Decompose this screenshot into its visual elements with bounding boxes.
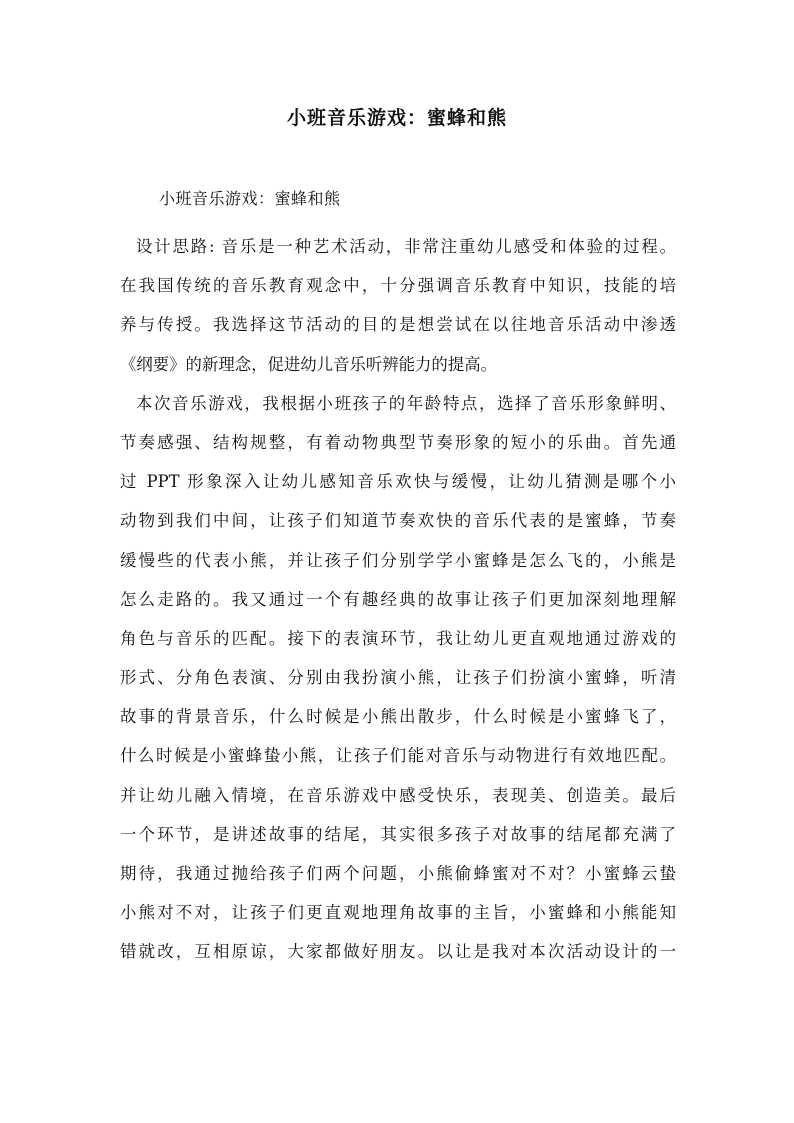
paragraph-1-line-2: 在我国传统的音乐教育观念中，十分强调音乐教育中知识，技能的培	[120, 276, 676, 296]
paragraph-2-line-9: 故事的背景音乐，什么时候是小熊出散步，什么时候是小蜜蜂飞了，	[120, 707, 676, 727]
paragraph-1-line-1: 设计思路: 音乐是一种艺术活动，非常注重幼儿感受和体验的过程。	[136, 237, 676, 256]
paragraph-2-line-13: 期待，我通过抛给孩子们两个问题，小熊偷蜂蜜对不对？小蜜蜂云蛰	[120, 864, 676, 883]
paragraph-2-line-3: 过 PPT 形象深入让幼儿感知音乐欢快与缓慢，让幼儿猜测是哪个小	[120, 472, 676, 492]
paragraph-2-line-14: 小熊对不对，让孩子们更直观地理角故事的主旨，小蜜蜂和小熊能知	[120, 903, 676, 923]
paragraph-2-line-11: 并让幼儿融入情境，在音乐游戏中感受快乐，表现美、创造美。最后	[120, 785, 676, 805]
paragraph-2-line-2: 节奏感强、结构规整，有着动物典型节奏形象的短小的乐曲。首先通	[120, 432, 676, 452]
paragraph-2-line-5: 缓慢些的代表小熊，并让孩子们分别学学小蜜蜂是怎么飞的，小熊是	[120, 550, 676, 570]
paragraph-1-line-3: 养与传授。我选择这节活动的目的是想尝试在以往地音乐活动中渗透	[120, 315, 676, 335]
paragraph-2-line-7: 角色与音乐的匹配。接下的表演环节，我让幼儿更直观地通过游戏的	[120, 628, 676, 648]
paragraph-2-line-4: 动物到我们中间，让孩子们知道节奏欢快的音乐代表的是蜜蜂，节奏	[120, 511, 676, 531]
document-title: 小班音乐游戏：蜜蜂和熊	[286, 107, 507, 129]
paragraph-2-line-10: 什么时候是小蜜蜂蛰小熊，让孩子们能对音乐与动物进行有效地匹配。	[120, 746, 676, 766]
paragraph-2-line-12: 一个环节，是讲述故事的结尾，其实很多孩子对故事的结尾都充满了	[120, 824, 676, 844]
document-subtitle: 小班音乐游戏：蜜蜂和熊	[159, 189, 341, 208]
paragraph-2-line-8: 形式、分角色表演、分别由我扮演小熊，让孩子们扮演小蜜蜂，听清	[120, 668, 676, 688]
paragraph-2-line-6: 怎么走路的。我又通过一个有趣经典的故事让孩子们更加深刻地理解	[120, 589, 676, 609]
paragraph-2-line-1: 本次音乐游戏，我根据小班孩子的年龄特点，选择了音乐形象鲜明、	[136, 393, 676, 413]
paragraph-2-line-15: 错就改，互相原谅，大家都做好朋友。以让是我对本次活动设计的一	[120, 942, 676, 962]
paragraph-1-line-4: 《纲要》的新理念，促进幼儿音乐听辨能力的提高。	[120, 354, 497, 374]
document-body	[120, 227, 676, 972]
